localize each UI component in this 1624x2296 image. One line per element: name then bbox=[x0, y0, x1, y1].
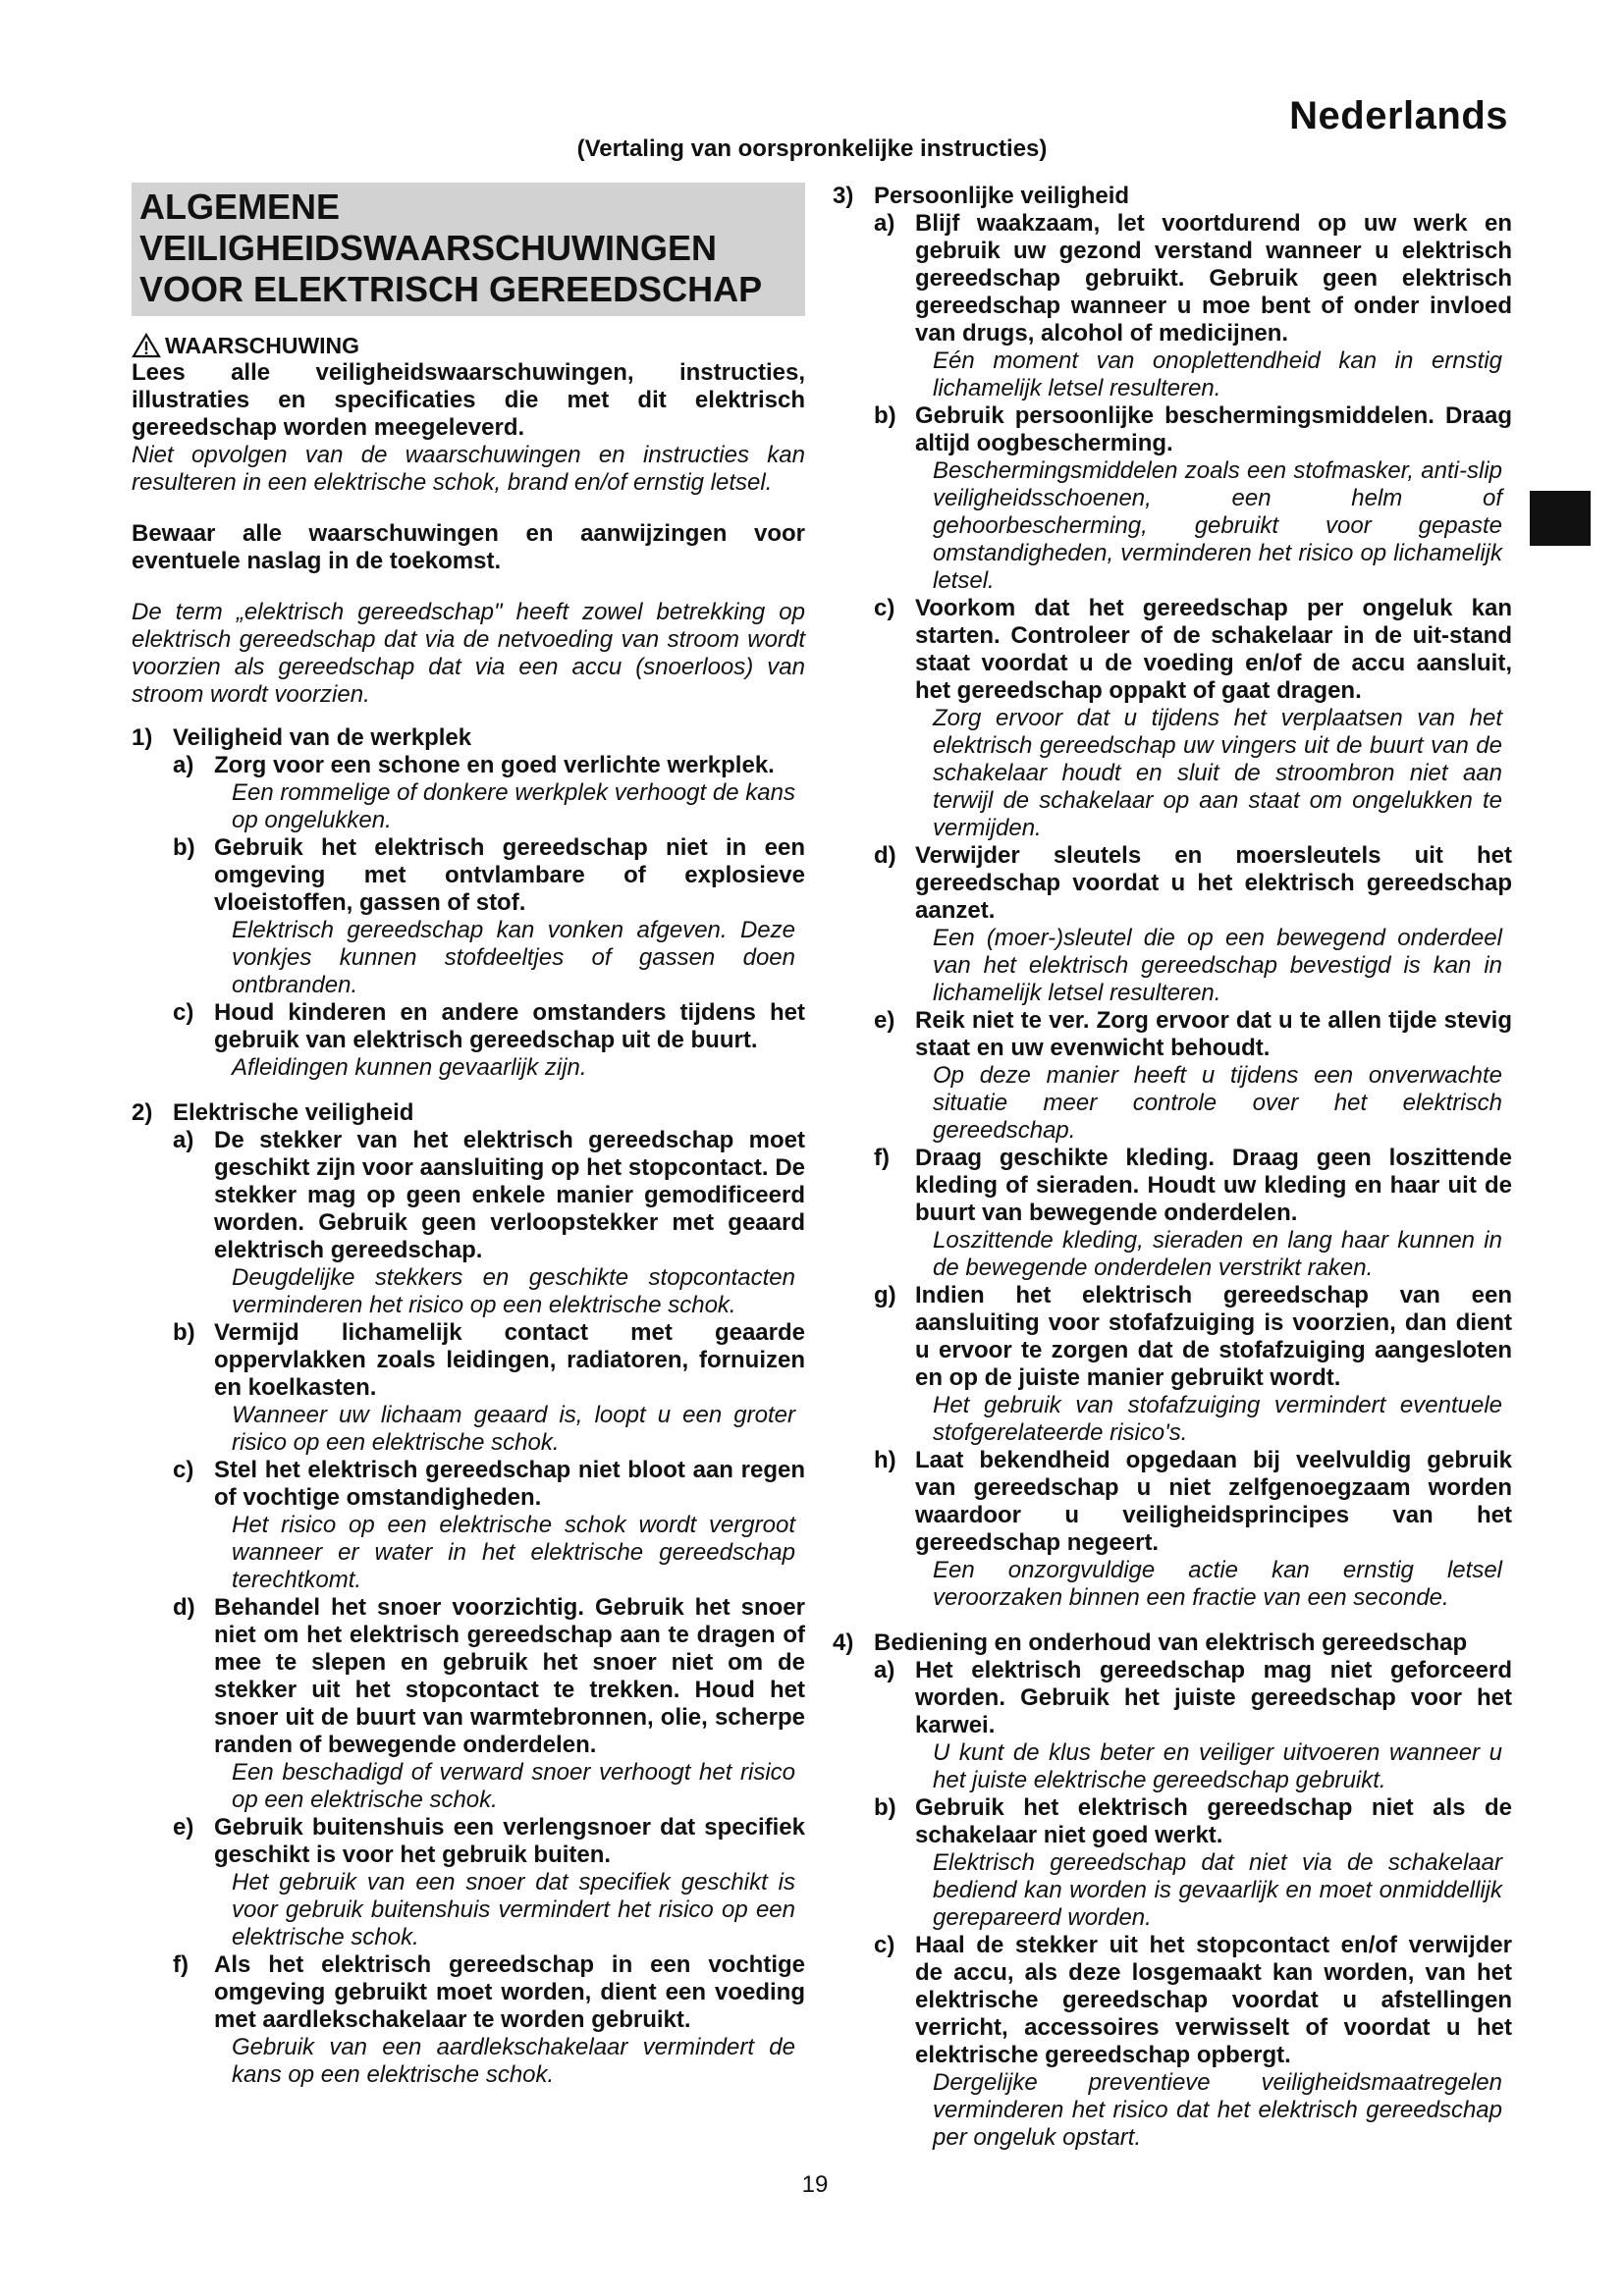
item-explanation: Deugdelijke stekkers en geschikte stopcontacten verminderen het risico op een elektrische schok. bbox=[232, 1264, 795, 1318]
item-body bbox=[915, 1794, 1512, 1932]
item-letter: f) bbox=[874, 1145, 890, 1171]
item-instruction: Haal de stekker uit het stopcontact en/of verwijder de accu, als deze losgemaakt kan worden, van het elektrische gereedschap voordat u afstellingen verricht, accessoires verwisselt of voordat u het elektrische gereedschap opbergt. bbox=[915, 1932, 1512, 2068]
item-instruction: Zorg voor een schone en goed verlichte werkplek. bbox=[214, 752, 775, 778]
item-body bbox=[214, 1457, 805, 1594]
section-body bbox=[874, 183, 1512, 1612]
intro-italic: Niet opvolgen van de waarschuwingen en instructies kan resulteren in een elektrische schok, brand en/of ernstig letsel. bbox=[132, 442, 805, 496]
item-explanation: Wanneer uw lichaam geaard is, loopt u een groter risico op een elektrische schok. bbox=[232, 1402, 795, 1456]
left-sections bbox=[132, 724, 805, 2089]
item-letter: f) bbox=[173, 1951, 189, 1978]
item-instruction: Blijf waakzaam, let voortdurend op uw werk en gebruik uw gezond verstand wanneer u elektrisch gereedschap gebruikt. Gebruik geen elektrisch gereedschap wanneer u moe bent of onder invloed van drugs, alcohol of medicijnen. bbox=[915, 210, 1512, 347]
item-body bbox=[915, 1145, 1512, 1282]
list-item bbox=[173, 752, 805, 834]
item-explanation: Eén moment van onoplettendheid kan in ernstig lichamelijk letsel resulteren. bbox=[933, 347, 1502, 401]
item-letter: e) bbox=[874, 1007, 895, 1034]
section-number: 4) bbox=[833, 1629, 854, 1656]
item-instruction: Reik niet te ver. Zorg ervoor dat u te allen tijde stevig staat en uw evenwicht behoudt. bbox=[915, 1007, 1512, 1061]
item-body bbox=[915, 1282, 1512, 1447]
list-item bbox=[173, 1127, 805, 1319]
item-explanation: Een beschadigd of verward snoer verhoogt het risico op een elektrische schok. bbox=[232, 1759, 795, 1813]
item-explanation: U kunt de klus beter en veiliger uitvoeren wanneer u het juiste elektrische gereedschap gebruikt. bbox=[933, 1739, 1502, 1793]
section bbox=[132, 1099, 805, 2089]
item-letter: h) bbox=[874, 1447, 896, 1473]
item-letter: a) bbox=[874, 210, 895, 237]
right-column bbox=[833, 183, 1512, 2152]
item-body bbox=[214, 1319, 805, 1457]
item-letter: a) bbox=[173, 1127, 194, 1153]
language-label: Nederlands bbox=[1289, 94, 1508, 137]
list-item bbox=[874, 1447, 1512, 1612]
item-letter: c) bbox=[173, 999, 194, 1026]
item-letter: b) bbox=[173, 834, 195, 861]
heading-line: ALGEMENE bbox=[139, 187, 341, 227]
item-instruction: Laat bekendheid opgedaan bij veelvuldig gebruik van gereedschap u niet zelfgenoegzaam worden waardoor u veiligheidsprincipes van het gereedschap negeert. bbox=[915, 1447, 1512, 1556]
section-body bbox=[874, 1629, 1512, 2152]
section-title: Veiligheid van de werkplek bbox=[173, 724, 472, 751]
item-instruction: Houd kinderen en andere omstanders tijdens het gebruik van elektrisch gereedschap uit de buurt. bbox=[214, 999, 805, 1053]
section-number: 3) bbox=[833, 183, 854, 209]
item-explanation: Beschermingsmiddelen zoals een stofmasker, anti-slip veiligheidsschoenen, een helm of gehoorbescherming, gebruikt voor gepaste omstandigheden, verminderen het risico op lichamelijk letsel. bbox=[933, 457, 1502, 594]
intro-italic: De term „elektrisch gereedschap" heeft zowel betrekking op elektrisch gereedschap dat via de netvoeding van stroom wordt voorzien als gereedschap dat via een accu (snoerloos) van stroom wordt voorzien. bbox=[132, 599, 805, 708]
section-body bbox=[173, 724, 805, 1082]
item-instruction: Vermijd lichamelijk contact met geaarde oppervlakken zoals leidingen, radiatoren, fornuizen en koelkasten. bbox=[214, 1319, 805, 1401]
item-letter: d) bbox=[874, 842, 896, 869]
item-letter: b) bbox=[874, 1794, 896, 1821]
heading-line: VEILIGHEIDSWAARSCHUWINGEN bbox=[139, 228, 718, 268]
item-instruction: Als het elektrisch gereedschap in een vochtige omgeving gebruikt moet worden, dient een voeding met aardlekschakelaar te worden gebruikt. bbox=[214, 1951, 805, 2033]
item-letter: c) bbox=[173, 1457, 194, 1483]
list-item bbox=[874, 595, 1512, 842]
section-title: Persoonlijke veiligheid bbox=[874, 183, 1130, 209]
list-item bbox=[874, 1282, 1512, 1447]
item-explanation: Het gebruik van een snoer dat specifiek geschikt is voor gebruik buitenshuis vermindert het risico op een elektrische schok. bbox=[232, 1869, 795, 1950]
section bbox=[833, 1629, 1512, 2152]
list-item bbox=[173, 834, 805, 999]
item-explanation: Gebruik van een aardlekschakelaar vermindert de kans op een elektrische schok. bbox=[232, 2034, 795, 2088]
list-item bbox=[874, 1657, 1512, 1794]
left-column bbox=[132, 183, 805, 2089]
item-explanation: Een (moer-)sleutel die op een bewegend onderdeel van het elektrisch gereedschap bevestigd is kan in lichamelijk letsel resulteren. bbox=[933, 925, 1502, 1006]
item-letter: c) bbox=[874, 595, 895, 621]
item-explanation: Op deze manier heeft u tijdens een onverwachte situatie meer controle over het elektrisch gereedschap. bbox=[933, 1062, 1502, 1144]
item-body bbox=[214, 1594, 805, 1814]
item-instruction: Behandel het snoer voorzichtig. Gebruik het snoer niet om het elektrisch gereedschap aan te dragen of mee te slepen en gebruik het snoer niet om de stekker uit het stopcontact te trekken. Houd het snoer uit de buurt van warmtebronnen, olie, scherpe randen of bewegende onderdelen. bbox=[214, 1594, 805, 1758]
item-instruction: Draag geschikte kleding. Draag geen loszittende kleding of sieraden. Houdt uw kleding en haar uit de buurt van bewegende onderdelen. bbox=[915, 1145, 1512, 1226]
list-item bbox=[874, 210, 1512, 402]
right-sections bbox=[833, 183, 1512, 2152]
list-item bbox=[173, 1319, 805, 1457]
item-letter: e) bbox=[173, 1814, 194, 1841]
item-explanation: Het risico op een elektrische schok wordt vergroot wanneer er water in het elektrische gereedschap terechtkomt. bbox=[232, 1512, 795, 1593]
section bbox=[132, 724, 805, 1082]
item-explanation: Dergelijke preventieve veiligheidsmaatregelen verminderen het risico dat het elektrisch gereedschap per ongeluk opstart. bbox=[933, 2069, 1502, 2151]
list-item bbox=[173, 1814, 805, 1951]
section-number: 2) bbox=[132, 1099, 153, 1126]
item-body bbox=[214, 1951, 805, 2089]
item-body bbox=[915, 842, 1512, 1007]
item-body bbox=[214, 834, 805, 999]
item-explanation: Elektrisch gereedschap dat niet via de schakelaar bediend kan worden is gevaarlijk en moet onmiddellijk gerepareerd worden. bbox=[933, 1849, 1502, 1931]
item-body bbox=[214, 1127, 805, 1319]
item-instruction: Gebruik het elektrisch gereedschap niet in een omgeving met ontvlambare of explosieve vloeistoffen, gassen of stof. bbox=[214, 834, 805, 916]
item-letter: b) bbox=[874, 402, 896, 429]
item-body bbox=[915, 1007, 1512, 1145]
section-title: Elektrische veiligheid bbox=[173, 1099, 414, 1126]
item-body bbox=[915, 1657, 1512, 1794]
warning-triangle-icon bbox=[132, 333, 161, 358]
list-item bbox=[874, 1007, 1512, 1145]
item-explanation: Afleidingen kunnen gevaarlijk zijn. bbox=[232, 1054, 587, 1081]
item-letter: d) bbox=[173, 1594, 195, 1621]
item-body bbox=[915, 402, 1512, 595]
item-instruction: Stel het elektrisch gereedschap niet bloot aan regen of vochtige omstandigheden. bbox=[214, 1457, 805, 1511]
item-instruction: Voorkom dat het gereedschap per ongeluk kan starten. Controleer of de schakelaar in de uit-stand staat voordat u de voeding en/of de accu aansluit, het gereedschap oppakt of gaat dragen. bbox=[915, 595, 1512, 704]
list-item bbox=[173, 1594, 805, 1814]
intro-bold: Bewaar alle waarschuwingen en aanwijzingen voor eventuele naslag in de toekomst. bbox=[132, 520, 805, 574]
item-instruction: Gebruik persoonlijke beschermingsmiddelen. Draag altijd oogbescherming. bbox=[915, 402, 1512, 456]
item-explanation: Elektrisch gereedschap kan vonken afgeven. Deze vonkjes kunnen stofdeeltjes of gassen doen ontbranden. bbox=[232, 917, 795, 998]
list-item bbox=[173, 1457, 805, 1594]
item-letter: c) bbox=[874, 1932, 895, 1958]
list-item bbox=[874, 842, 1512, 1007]
list-item bbox=[874, 402, 1512, 595]
item-letter: g) bbox=[874, 1282, 896, 1308]
item-instruction: De stekker van het elektrisch gereedschap moet geschikt zijn voor aansluiting op het stopcontact. De stekker mag op geen enkele manier gemodificeerd worden. Gebruik geen verloopstekker met geaard elektrisch gereedschap. bbox=[214, 1127, 805, 1263]
item-instruction: Gebruik het elektrisch gereedschap niet als de schakelaar niet goed werkt. bbox=[915, 1794, 1512, 1848]
item-instruction: Verwijder sleutels en moersleutels uit het gereedschap voordat u het elektrisch gereedschap aanzet. bbox=[915, 842, 1512, 924]
item-body bbox=[214, 999, 805, 1082]
item-letter: a) bbox=[173, 752, 194, 778]
item-explanation: Het gebruik van stofafzuiging vermindert eventuele stofgerelateerde risico's. bbox=[933, 1392, 1502, 1446]
page-number: 19 bbox=[801, 2171, 829, 2198]
item-letter: a) bbox=[874, 1657, 895, 1683]
item-instruction: Het elektrisch gereedschap mag niet geforceerd worden. Gebruik het juiste gereedschap voor het karwei. bbox=[915, 1657, 1512, 1738]
heading-line: VOOR ELEKTRISCH GEREEDSCHAP bbox=[139, 269, 763, 309]
warning-label bbox=[132, 332, 805, 359]
list-item bbox=[874, 1794, 1512, 1932]
section-number: 1) bbox=[132, 724, 153, 751]
item-letter: b) bbox=[173, 1319, 195, 1346]
item-body bbox=[915, 595, 1512, 842]
warning-text: WAARSCHUWING bbox=[165, 333, 360, 358]
document-subtitle: (Vertaling van oorspronkelijke instructies) bbox=[576, 135, 1048, 162]
intro-bold: Lees alle veiligheidswaarschuwingen, instructies, illustraties en specificaties die met dit elektrisch gereedschap worden meegeleverd. bbox=[132, 359, 805, 441]
item-explanation: Een onzorgvuldige actie kan ernstig letsel veroorzaken binnen een fractie van een seconde. bbox=[933, 1557, 1502, 1611]
item-explanation: Loszittende kleding, sieraden en lang haar kunnen in de bewegende onderdelen verstrikt raken. bbox=[933, 1227, 1502, 1281]
item-explanation: Zorg ervoor dat u tijdens het verplaatsen van het elektrisch gereedschap uw vingers uit de buurt van de schakelaar houdt en sluit de stroombron niet aan terwijl de schakelaar op aan staat om ongelukken te vermijden. bbox=[933, 705, 1502, 841]
item-body bbox=[915, 1932, 1512, 2152]
item-body bbox=[915, 1447, 1512, 1612]
list-item bbox=[874, 1145, 1512, 1282]
item-body bbox=[915, 210, 1512, 402]
item-body bbox=[214, 1814, 805, 1951]
item-instruction: Gebruik buitenshuis een verlengsnoer dat specifiek geschikt is voor het gebruik buiten. bbox=[214, 1814, 805, 1868]
item-body bbox=[214, 752, 805, 834]
section-body bbox=[173, 1099, 805, 2089]
list-item bbox=[874, 1932, 1512, 2152]
main-heading bbox=[132, 183, 805, 316]
section-title: Bediening en onderhoud van elektrisch gereedschap bbox=[874, 1629, 1468, 1656]
item-explanation: Een rommelige of donkere werkplek verhoogt de kans op ongelukken. bbox=[232, 779, 795, 833]
item-instruction: Indien het elektrisch gereedschap van een aansluiting voor stofafzuiging is voorzien, dan dient u ervoor te zorgen dat de stofafzuiging aangesloten en op de juiste manier gebruikt wordt. bbox=[915, 1282, 1512, 1391]
section-tab-marker bbox=[1530, 491, 1591, 546]
list-item bbox=[173, 999, 805, 1082]
list-item bbox=[173, 1951, 805, 2089]
section bbox=[833, 183, 1512, 1612]
